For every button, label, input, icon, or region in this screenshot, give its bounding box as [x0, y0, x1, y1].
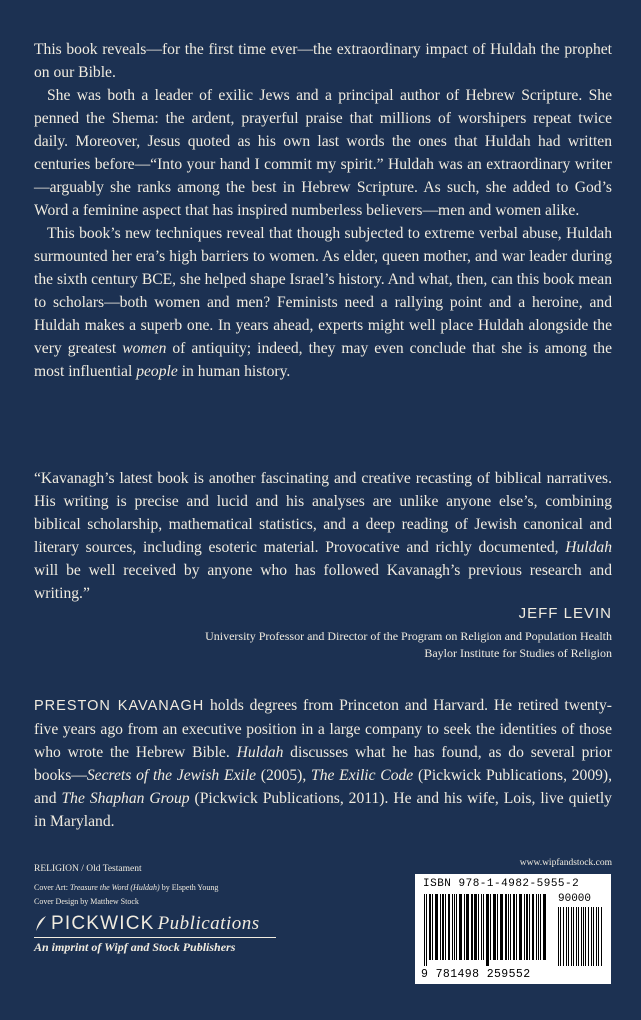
barcode-bar — [558, 907, 559, 966]
book-title-italic: Secrets of the Jewish Exile — [86, 767, 257, 784]
barcode-bar — [585, 907, 586, 966]
isbn-barcode — [415, 874, 611, 984]
barcode-bar — [490, 894, 491, 960]
barcode-bar — [526, 894, 528, 960]
barcode-bar — [538, 894, 539, 960]
barcode-bar — [601, 907, 602, 966]
book-description — [34, 38, 612, 383]
author-name: PRESTON KAVANAGH — [34, 698, 205, 714]
barcode-bar — [563, 907, 564, 966]
barcode-bar — [588, 907, 589, 966]
barcode-bar — [424, 894, 425, 966]
author-bio — [34, 694, 612, 833]
barcode-bar — [500, 894, 503, 960]
bio-part: discusses what he has found, as do several prior books— — [34, 744, 612, 784]
barcode-bar — [471, 894, 473, 960]
barcode-bar — [536, 894, 537, 960]
barcode-bar — [593, 907, 594, 966]
quote-text — [34, 467, 612, 605]
imprint-line — [34, 940, 279, 955]
barcode-bar — [464, 894, 465, 960]
credit-suffix: by Elspeth Young — [159, 883, 219, 892]
credit-prefix: Cover Art: — [34, 883, 70, 892]
bio-part: (Pickwick Publications, 2009), and — [34, 767, 613, 807]
barcode-bar — [474, 894, 477, 960]
barcode-bar — [568, 907, 569, 966]
barcode-bar — [445, 894, 446, 960]
barcode-bar — [440, 894, 441, 960]
publisher-website: www.wipfandstock.com — [519, 858, 612, 868]
bio-part: holds degrees from Princeton and Harvard. He retired twenty-five years ago from an executive position in a large company to seek the identities of those who wrote the Hebrew Bible. — [34, 697, 612, 761]
barcode-bar — [486, 894, 489, 966]
barcode-bar — [505, 894, 507, 960]
quill-icon — [34, 915, 48, 933]
emphasis-women: women — [122, 340, 167, 357]
endorser-name: JEFF LEVIN — [518, 605, 612, 622]
isbn-number: ISBN 978-1-4982-5955-2 — [423, 878, 580, 890]
barcode-bar — [560, 907, 561, 966]
description-text: This book’s new techniques reveal that though subjected to extreme verbal abuse, Huldah surmounted her era’s high barriers to women. As elder, queen mother, and war leader during the sixth century BCE, she helped shape Israel’s history. And what, then, can this book mean to scholars—both women and men? Feminists need a rallying point and a heroine, and Huldah makes a superb one. In years ahead, experts might well place Huldah alongside the very greatest — [34, 225, 613, 357]
barcode-bar — [448, 894, 450, 960]
barcode-bar — [566, 907, 567, 966]
imprint-name: Wipf and Stock Publishers — [104, 940, 236, 954]
barcode-bar — [596, 907, 597, 966]
ean-number: 9 781498 259552 — [421, 968, 531, 981]
publisher-name: PICKWICK — [51, 913, 155, 934]
artwork-title: Treasure the Word (Huldah) — [70, 883, 160, 892]
description-text: of antiquity; indeed, they may even conclude that she is among the most influential — [34, 340, 612, 380]
barcode-bar — [435, 894, 438, 960]
endorsement-quote — [34, 467, 612, 605]
barcode-bar — [581, 907, 582, 966]
barcode-bar — [459, 894, 462, 960]
barcode-bar — [442, 894, 444, 960]
barcode-bar — [513, 894, 515, 960]
description-paragraph-1: This book reveals—for the first time ever—the extraordinary impact of Huldah the prophet on our Bible. — [34, 41, 612, 81]
barcode-bar — [578, 907, 579, 966]
barcode-bar — [429, 894, 431, 960]
book-title-italic: The Exilic Code — [311, 767, 414, 784]
description-paragraph-2: She was both a leader of exilic Jews and a principal author of Hebrew Scripture. She penned the Shema: the ardent, prayerful praise that millions of worshipers repeat twice daily. Moreover, Jesus quoted as his own last words the ones that Huldah had written centuries before—“Into your hand I commit my spirit.” Huldah was an extraordinary writer—arguably she ranks among the best in Hebrew Scripture. As such, she added to God’s Word a feminine aspect that has inspired numberless believers—men and women alike. — [34, 87, 612, 219]
barcode-bar — [540, 894, 541, 960]
addon-barcode-bars — [557, 907, 605, 966]
imprint-prefix: An imprint of — [34, 940, 105, 954]
quote-part: “Kavanagh’s latest book is another fascinating and creative recasting of biblical narratives. His writing is precise and lucid and his analyses are unlike anyone else’s, combining biblical scholarship, mathematical statistics, and a deep reading of Jewish canonical and literary sources, including esoteric material. Provocative and richly documented, — [34, 470, 612, 556]
barcode-bar — [524, 894, 525, 960]
endorser-title: University Professor and Director of the Program on Religion and Population Health — [205, 629, 612, 643]
barcode-bar — [452, 894, 453, 960]
publisher-wordmark — [34, 913, 279, 935]
endorser-institution: Baylor Institute for Studies of Religion — [424, 646, 612, 660]
barcode-bar — [510, 894, 511, 960]
cover-art-credit — [34, 882, 218, 894]
book-title-italic: The Shaphan Group — [61, 790, 190, 807]
book-title-italic: Huldah — [236, 744, 284, 761]
barcode-bar — [478, 894, 479, 960]
publisher-name-suffix: Publications — [157, 913, 260, 934]
category-label: RELIGION / Old Testament — [34, 864, 142, 874]
barcode-bar — [598, 907, 599, 966]
barcode-bar — [516, 894, 517, 960]
bio-part: (Pickwick Publications, 2011). He and his wife, Lois, live quietly in Maryland. — [34, 790, 612, 830]
publisher-logo — [34, 913, 279, 955]
barcode-bar — [576, 907, 577, 966]
divider — [34, 937, 276, 938]
bio-part: (2005), — [256, 767, 312, 784]
barcode-bar — [483, 894, 484, 960]
book-title-italic: Huldah — [565, 539, 612, 556]
barcode-bar — [497, 894, 498, 960]
price-addon-number: 90000 — [558, 893, 592, 905]
description-paragraph-3 — [34, 222, 612, 383]
barcode-bar — [573, 907, 574, 966]
barcode-bar — [571, 907, 572, 966]
barcode-bar — [466, 894, 469, 960]
barcode-bar — [454, 894, 455, 960]
barcode-bar — [493, 894, 496, 960]
barcode-bar — [432, 894, 433, 960]
barcode-bar — [456, 894, 457, 960]
emphasis-people: people — [136, 363, 178, 380]
ean-barcode-bars — [423, 894, 549, 966]
cover-design-credit: Cover Design by Matthew Stock — [34, 897, 139, 906]
barcode-bar — [529, 894, 530, 960]
barcode-bar — [508, 894, 509, 960]
barcode-bar — [532, 894, 534, 960]
barcode-bar — [543, 894, 546, 960]
barcode-bar — [583, 907, 584, 966]
description-text: in human history. — [177, 363, 291, 380]
barcode-bar — [519, 894, 522, 960]
bio-text — [34, 694, 612, 833]
barcode-bar — [426, 894, 427, 966]
quote-part: will be well received by anyone who has followed Kavanagh’s previous research and writing.” — [34, 562, 612, 602]
barcode-bar — [591, 907, 592, 966]
barcode-bar — [481, 894, 482, 960]
